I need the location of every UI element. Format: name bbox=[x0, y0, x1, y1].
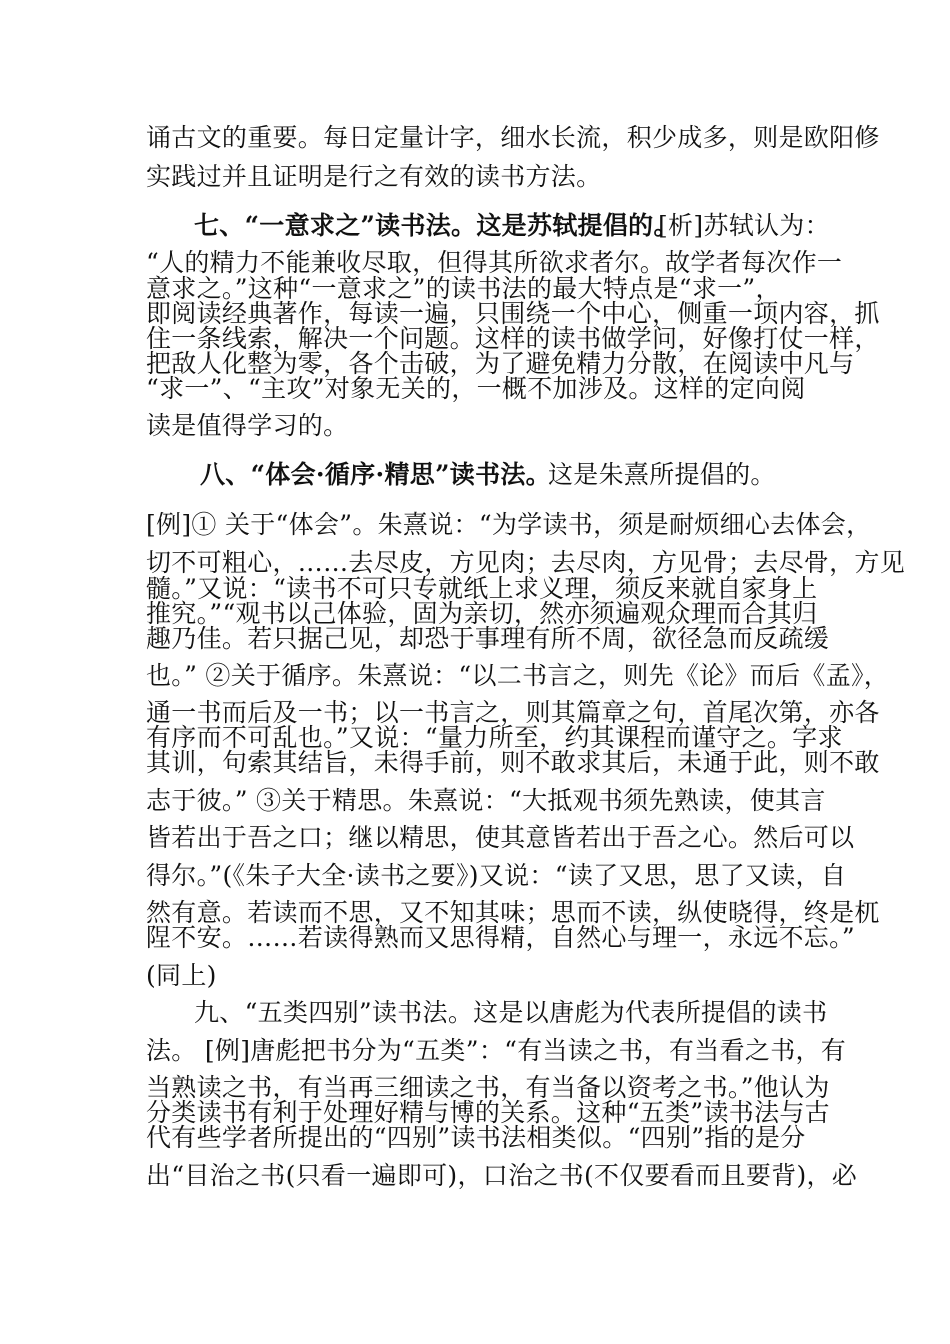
text-line: 诵古文的重要。每日定量计字，细水长流，积少成多，则是欧阳修 bbox=[146, 123, 880, 152]
text-line: 推究。”“观书以己体验，固为亲切，然亦须遍观众理而合其归 bbox=[146, 599, 818, 628]
text-line: 髓。”又说：“读书不可只专就纸上求义理，须反来就自家身上 bbox=[146, 574, 818, 603]
text-line: “人的精力不能兼收尽取，但得其所欲求者尔。故学者每次作一 bbox=[146, 248, 843, 277]
text-line: 住一条线索，解决一个问题。这样的读书做学问，好像打仗一样， bbox=[146, 324, 880, 353]
text-line: 这是朱熹所提倡的。 bbox=[548, 460, 776, 489]
text-line: 法。 [例]唐彪把书分为“五类”：“有当读之书，有当看之书，有 bbox=[146, 1036, 847, 1065]
text-line: 志于彼。” ③关于精思。朱熹说：“大抵观书须先熟读，使其言 bbox=[146, 786, 826, 815]
text-line: 出“目治之书(只看一遍即可)，口治之书(不仅要看而且要背)，必 bbox=[146, 1161, 858, 1190]
text-line: 把敌人化整为零，各个击破，为了避免精力分散，在阅读中凡与 bbox=[146, 349, 855, 378]
section-heading-8: 八、“体会·循序·精思”读书法。 bbox=[200, 460, 551, 489]
text-line: 实践过并且证明是行之有效的读书方法。 bbox=[146, 162, 602, 191]
text-line: 切不可粗心，……去尽皮，方见肉；去尽肉，方见骨；去尽骨，方见 bbox=[146, 548, 906, 577]
text-line: 然有意。若读而不思，又不知其味；思而不读，纵使晓得，终是杌 bbox=[146, 898, 880, 927]
text-line: 也。” ②关于循序。朱熹说：“以二书言之，则先《论》而后《孟》， bbox=[146, 661, 890, 690]
section-heading-7: 七、“一意求之”读书法。这是苏轼提倡的。 bbox=[194, 211, 679, 240]
text-line: [析]苏轼认为： bbox=[658, 211, 830, 240]
text-line: 意求之。”这种“一意求之”的读书法的最大特点是“求一”， bbox=[146, 274, 781, 303]
text-line: 代有些学者所提出的“四别”读书法相类似。“四别”指的是分 bbox=[146, 1123, 806, 1152]
section-heading-9: 九、“五类四别”读书法。这是以唐彪为代表所提倡的读书 bbox=[194, 998, 828, 1027]
text-line: 分类读书有利于处理好精与博的关系。这种“五类”读书法与古 bbox=[146, 1098, 830, 1127]
text-line: “求一”、“主攻”对象无关的，一概不加涉及。这样的定向阅 bbox=[146, 374, 806, 403]
text-line: 其训，句索其结旨，未得手前，则不敢求其后，未通于此，则不敢 bbox=[146, 748, 880, 777]
text-line: 即阅读经典著作，每读一遍，只围绕一个中心，侧重一项内容，抓 bbox=[146, 299, 880, 328]
text-line: 通一书而后及一书；以一书言之，则其篇章之句，首尾次第，亦各 bbox=[146, 698, 880, 727]
text-line: [例]① 关于“体会”。朱熹说：“为学读书，须是耐烦细心去体会， bbox=[146, 510, 872, 539]
text-line: 趣乃佳。若只据己见，却恐于事理有所不周，欲径急而反疏缓 bbox=[146, 624, 830, 653]
text-line: 读是值得学习的。 bbox=[146, 411, 349, 440]
text-line: 皆若出于吾之口；继以精思，使其意皆若出于吾之心。然后可以 bbox=[146, 823, 855, 852]
text-line: 陧不安。……若读得熟而又思得精，自然心与理一，永远不忘。” bbox=[146, 923, 855, 952]
text-line: 当熟读之书，有当再三细读之书，有当备以资考之书。”他认为 bbox=[146, 1073, 830, 1102]
text-line: 得尔。”(《朱子大全·读书之要》)又说：“读了又思，思了又读，自 bbox=[146, 861, 847, 890]
text-line: (同上) bbox=[146, 961, 217, 990]
text-line: 有序而不可乱也。”又说：“量力所至，约其课程而谨守之。字求 bbox=[146, 723, 843, 752]
